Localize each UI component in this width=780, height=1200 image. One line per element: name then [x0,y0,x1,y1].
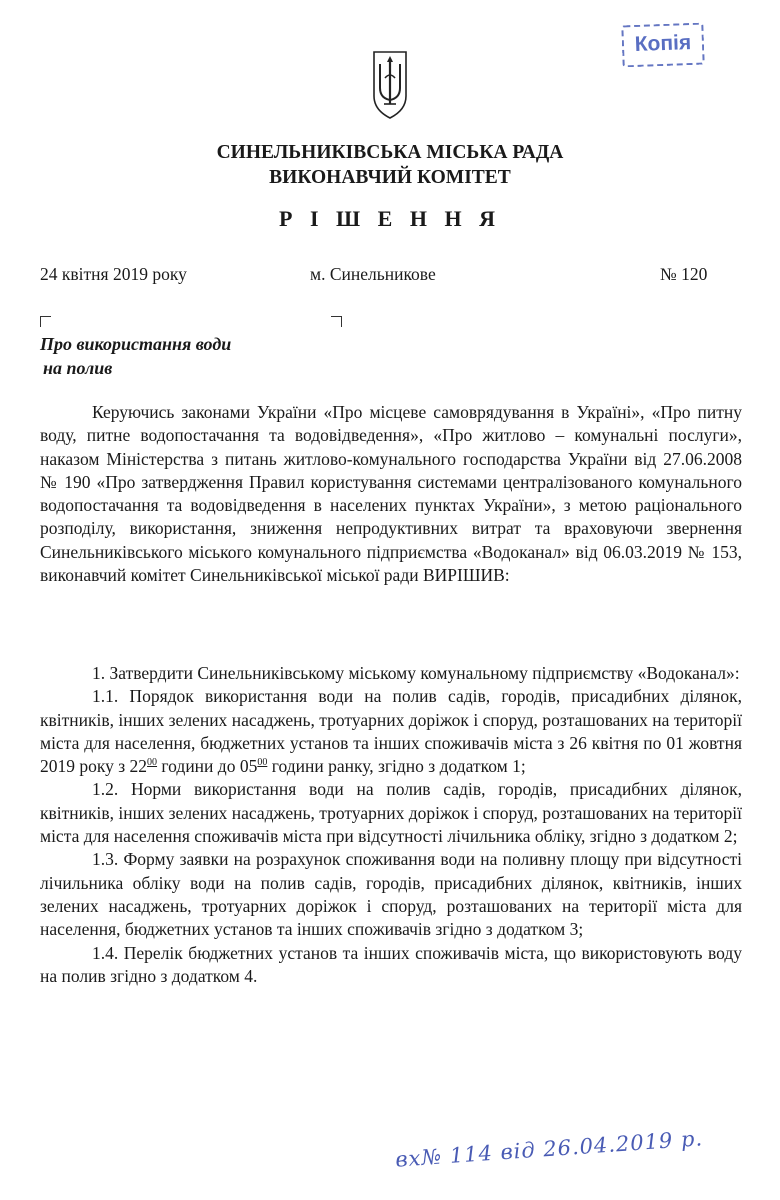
subject-corner-left [40,316,51,327]
item-1-1-end: години ранку, згідно з додатком 1; [267,756,526,777]
trident-emblem-icon [368,48,412,120]
item-1: 1. Затвердити Синельниківському міському комунальному підприємству «Водоканал»: [92,663,740,683]
decision-number: № 120 [660,264,708,284]
decision-date: 24 квітня 2019 року [40,264,187,284]
item-1-3: 1.3. Форму заявки на розрахунок споживання води на поливну площу при відсутності лічильника обліку води на полив садів, городів, присадибних ділянок, квітників, інших зелених насаджень, тротуарних доріжок і споруд, розташованих на території міста для населення, бюджетних установ та інших споживачів згідно з додатком 3; [40,849,742,940]
time-start-minutes: 00 [147,757,158,769]
item-1-1-mid: години до 05 [157,756,258,777]
time-end-minutes: 00 [257,757,268,769]
decision-city: м. Синельникове [310,264,436,284]
decision-subject [40,332,340,380]
item-1-4: 1.4. Перелік бюджетних установ та інших споживачів міста, що використовують воду на полив згідно з додатком 4. [40,942,742,986]
subject-line-2: на полив [43,358,113,378]
subject-line-1: Про використання води [40,334,232,354]
council-name: СИНЕЛЬНИКІВСЬКА МІСЬКА РАДА [216,142,564,163]
committee-name: ВИКОНАВЧИЙ КОМІТЕТ [269,167,511,188]
preamble [40,401,742,587]
item-1-1 [40,685,742,778]
item-1-1-text: 1.1. Порядок використання води на полив садів, городів, присадибних ділянок, квітників, інших зелених насаджень, тротуарних доріжок і споруд, розташованих на території міста для населення, бюджетних установ та інших споживачів міста з 26 квітня по 01 жовтня 2019 року з 22 [40,686,742,777]
item-1-2: 1.2. Норми використання води на полив садів, городів, присадибних ділянок, квітників, інших зелених насаджень, тротуарних доріжок і споруд, розташованих на території міста для населення споживачів міста при відсутності лічильника обліку, згідно з додатком 2; [40,779,742,847]
document-title: Р І Ш Е Н Н Я [279,206,501,231]
copy-stamp: Копія [621,23,704,68]
subject-corner-right [331,316,342,327]
handwritten-registration-note: вх№ 114 від 26.04.2019 р. [394,1126,704,1172]
decision-items [40,662,742,988]
preamble-text: Керуючись законами України «Про місцеве самоврядування в Україні», «Про питну воду, питне водопостачання та водовідведення», «Про житлово – комунальні послуги», наказом Міністерства з питань житлово-комунального господарства України від 27.06.2008 № 190 «Про затвердження Правил користування системами централізованого комунального водопостачання та водовідведення в населених пунктах України», з метою раціонального розподілу, використання, зниження непродуктивних витрат та враховуючи звернення Синельниківського міського комунального підприємства «Водоканал» від 06.03.2019 № 153, виконавчий комітет Синельниківської міської ради ВИРІШИВ: [40,402,742,586]
